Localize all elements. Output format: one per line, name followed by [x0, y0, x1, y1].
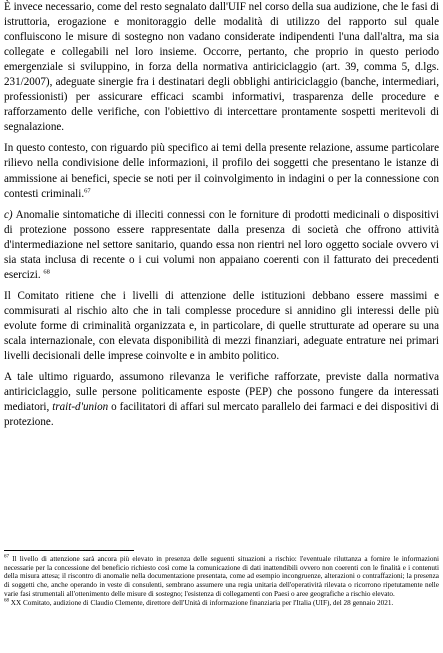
footnote-ref-68: 68 [43, 268, 50, 276]
footnote-68-text: XX Comitato, audizione di Claudio Clemente, direttore dell'Unità di informazione finanziaria per l'Italia (UIF), del 28 gennaio 2021. [9, 598, 394, 607]
paragraph-contesto-text: In questo contesto, con riguardo più specifico ai temi della presente relazione, assume particolare rilievo nella condivisione delle informazioni, il profilo dei soggetti che presentano le istanze di ammissione ai benefici, specie se noti per il coinvolgimento in indagini o per la connessione con contesti criminali. [4, 142, 439, 200]
footnote-67-text: Il livello di attenzione sarà ancora più elevato in presenza delle seguenti situazioni a rischio: l'eventuale riluttanza a fornire le informazioni necessarie per la concessione del beneficio richiesto così come la comunicazione di dati inattendibili ovvero non coerenti con le finalità e i contenuti della misura attesa; il riscontro di anomalie nella documentazione presentata, come ad esempio incongruenze, alterazioni o contraffazioni; la presenza di soggetti che, anche operando in veste di consulenti, sembrano assumere una regia unitaria dell'operatività rilevata o ricorrono ripetutamente nelle varie fasi strumentali all'ottenimento delle misure di sostegno; l'esistenza di collegamenti con Paesi o aree geografiche a rischio elevato. [4, 555, 439, 598]
footnote-67 [4, 555, 439, 599]
body-text [4, 0, 439, 430]
footnote-68 [4, 599, 439, 608]
paragraph-pep-italic: trait-d'union [52, 401, 109, 414]
footnote-number-68: 68 [4, 598, 9, 604]
paragraph-pep-before: A tale ultimo riguardo, assumono rilevanza le verifiche rafforzate, previste dalla normativa antiriciclaggio, sulle persone politicamente esposte (PEP) che possono fungere da interessati mediatori, [4, 371, 439, 414]
paragraph-uif-audizione: È invece necessario, come del resto segnalato dall'UIF nel corso della sua audizione, che le fasi di istruttoria, erogazione e monitoraggio delle modalità di utilizzo del rapporto sul quale confluiscono le misure di sostegno non vadano considerate indipendenti l'una dall'altra, ma sia collegate e collegabili nel loro insieme. Occorre, pertanto, che proprio in questo periodo emergenziale si sviluppino, in forza della normativa antiriciclaggio (art. 39, comma 5, d.lgs. 231/2007), adeguate sinergie fra i destinatari degli obblighi antiriciclaggio (banche, intermediari, professionisti) per assicurare efficaci scambi informativi, trasparenza delle procedure e rafforzamento delle verifiche, con l'obiettivo di intercettare prontamente sospetti meritevoli di segnalazione. [4, 1, 439, 134]
paragraph-anomalie-text: Anomalie sintomatiche di illeciti connessi con le forniture di prodotti medicinali o dispositivi di protezione possono essere rappresentate dalla presenza di società che offrono attività d'intermediazione nel settore sanitario, quando essa non rientri nel loro oggetto sociale ovvero vi sia stata inclusa di recente o i cui volumi non appaiano coerenti con il fatturato dei precedenti esercizi. [4, 208, 439, 281]
paragraph-anomalie [4, 208, 439, 283]
list-marker-c: c) [4, 208, 13, 221]
footnotes [4, 555, 439, 607]
footnote-number-67: 67 [4, 554, 9, 560]
footnote-separator [4, 550, 134, 551]
paragraph-comitato: Il Comitato ritiene che i livelli di attenzione delle istituzioni debbano essere massimi e commisurati al rischio alto che in tali complesse procedure si annidino gli interessi delle più evolute forme di criminalità organizzata e, in particolare, di quelle strutturate ad operare su una scala internazionale, con elevata disponibilità di mezzi finanziari, adeguate entrature nei primari livelli decisionali delle imprese coinvolte e in ambito politico. [4, 289, 439, 363]
paragraph-contesto [4, 141, 439, 201]
paragraph-pep [4, 370, 439, 430]
paragraph-pep-after: o facilitatori di affari sul mercato parallelo dei farmaci e dei dispositivi di protezione. [4, 401, 439, 429]
footnote-ref-67: 67 [84, 186, 91, 194]
